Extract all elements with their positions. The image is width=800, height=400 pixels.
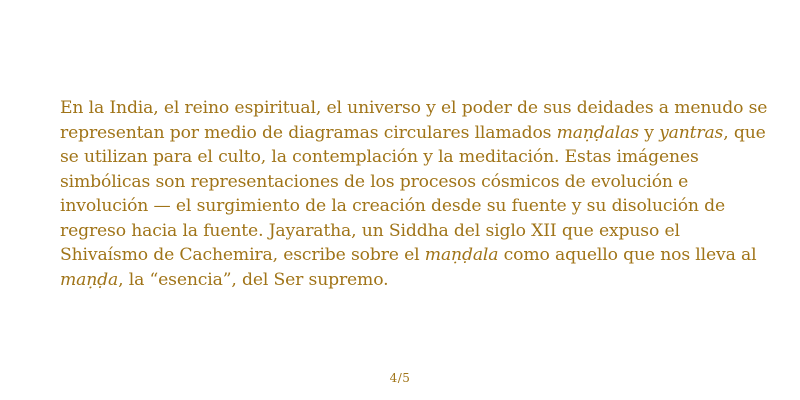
page-number: 4/5 [389, 371, 411, 385]
paragraph-text: como aquello que nos lleva al [498, 245, 757, 265]
term-mandala: maṇḍala [424, 245, 499, 265]
term-mandalas: maṇḍalas [556, 122, 639, 143]
paragraph-text: En la India, el reino espiritual, el universo y el poder de sus deidades a menudo se representan por medio de diagramas circulares llamados [60, 98, 768, 143]
body-text-block [60, 96, 770, 292]
paragraph [60, 96, 770, 292]
paragraph-text: , que se utilizan para el culto, la contemplación y la meditación. Estas imágenes simbólicas son representaciones de los procesos cósmicos de evolución e involución — el surgimiento de la creación desde su fuente y su disolución de regreso hacia la fuente. Jayaratha, un Siddha del siglo XII que expuso el Shivaísmo de Cachemira, escribe sobre el [60, 122, 766, 265]
paragraph-text: , la “esencia”, del Ser supremo. [118, 269, 389, 290]
term-yantras: yantras [659, 122, 724, 143]
paragraph-text: y [638, 122, 660, 143]
term-manda: maṇḍa [60, 269, 119, 290]
